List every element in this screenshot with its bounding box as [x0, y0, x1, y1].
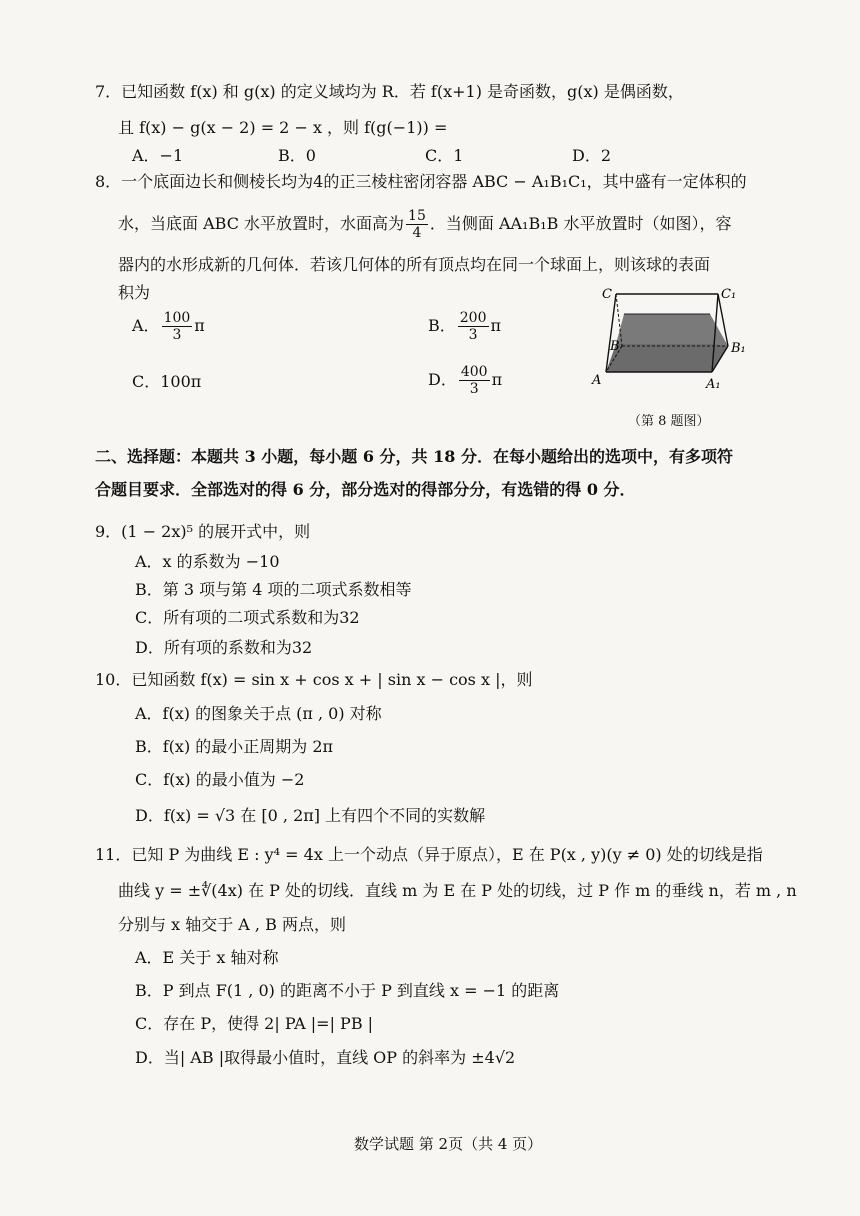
q7-line1: 7．已知函数 f(x) 和 g(x) 的定义域均为 R．若 f(x+1) 是奇函数，g(x) 是偶函数，: [95, 82, 684, 101]
q8-line2-post: ．当侧面 AA₁B₁B 水平放置时（如图），容: [429, 214, 732, 233]
option-label: A．: [132, 316, 160, 335]
fraction-denominator: 3: [172, 327, 182, 343]
q8-option-b: [428, 306, 501, 346]
fraction-numerator: 15: [408, 208, 426, 224]
section2-line2: 合题目要求．全部选对的得 6 分，部分选对的得部分分，有选错的得 0 分．: [95, 480, 636, 499]
option-label: B．: [428, 316, 456, 335]
label-c: C: [602, 287, 612, 302]
label-b1: B₁: [731, 341, 746, 356]
q8-line2: [118, 206, 732, 242]
q7-option-d: D．2: [572, 146, 612, 165]
option-label: D．: [428, 370, 457, 389]
prism-figure: [588, 284, 758, 394]
q8-option-d: [428, 360, 502, 400]
q8-line3: 器内的水形成新的几何体．若该几何体的所有顶点均在同一个球面上，则该球的表面: [118, 255, 711, 274]
fraction-numerator: 400: [460, 364, 488, 380]
q10-option-c: C．f(x) 的最小值为 −2: [135, 770, 305, 789]
pi-symbol: π: [194, 316, 205, 335]
label-a: A: [592, 373, 602, 388]
q9-option-b: B．第 3 项与第 4 项的二项式系数相等: [135, 580, 412, 599]
fraction-denominator: 3: [469, 381, 479, 397]
q9-option-a: A．x 的系数为 −10: [135, 552, 280, 571]
q8-line4: 积为: [118, 283, 151, 302]
q8-water-height-fraction: [406, 208, 428, 241]
option-fraction: [458, 310, 489, 343]
page-footer: 数学试题 第 2页（共 4 页）: [354, 1135, 543, 1153]
section2-line1: 二、选择题：本题共 3 小题，每小题 6 分，共 18 分．在每小题给出的选项中，有多项符: [95, 447, 733, 466]
q10-stem: 10．已知函数 f(x) = sin x + cos x + | sin x − cos x |，则: [95, 670, 533, 689]
fraction-numerator: 200: [459, 310, 487, 326]
water-front-face: [606, 344, 728, 372]
pi-symbol: π: [490, 316, 502, 335]
option-fraction: [162, 310, 193, 343]
q8-option-a: [132, 306, 205, 346]
q11-option-c: C．存在 P，使得 2| PA |=| PB |: [135, 1014, 374, 1033]
q11-option-d: D．当| AB |取得最小值时，直线 OP 的斜率为 ±4√2: [135, 1048, 516, 1067]
q8-line1: 8．一个底面边长和侧棱长均为4的正三棱柱密闭容器 ABC − A₁B₁C₁，其中盛有一定体积的: [95, 172, 747, 191]
q11-option-b: B．P 到点 F(1 , 0) 的距离不小于 P 到直线 x = −1 的距离: [135, 981, 560, 1000]
q11-line1: 11．已知 P 为曲线 E : y⁴ = 4x 上一个动点（异于原点），E 在 P(x , y)(y ≠ 0) 处的切线是指: [95, 845, 763, 864]
q11-option-a: A．E 关于 x 轴对称: [135, 948, 279, 967]
q9-option-d: D．所有项的系数和为32: [135, 638, 313, 657]
q7-option-a: A．−1: [132, 146, 184, 165]
q10-option-d: D．f(x) = √3 在 [0 , 2π] 上有四个不同的实数解: [135, 806, 486, 825]
figure-caption: （第 8 题图）: [628, 414, 710, 429]
fraction-denominator: 3: [468, 327, 478, 343]
label-a1: A₁: [706, 377, 721, 392]
q9-stem: 9．(1 − 2x)⁵ 的展开式中，则: [95, 522, 311, 541]
fraction-denominator: 4: [412, 225, 422, 241]
q11-line2: 曲线 y = ±∜(4x) 在 P 处的切线．直线 m 为 E 在 P 处的切线，过 P 作 m 的垂线 n，若 m , n: [118, 881, 797, 900]
q11-line3: 分别与 x 轴交于 A , B 两点，则: [118, 915, 346, 934]
q8-line2-pre: 水，当底面 ABC 水平放置时，水面高为: [118, 214, 405, 233]
label-b: B: [610, 339, 620, 354]
q10-option-a: A．f(x) 的图象关于点 (π , 0) 对称: [135, 704, 382, 723]
q9-option-c: C．所有项的二项式系数和为32: [135, 608, 360, 627]
q10-option-b: B．f(x) 的最小正周期为 2π: [135, 737, 334, 756]
q7-option-c: C．1: [425, 146, 464, 165]
pi-symbol: π: [491, 370, 503, 389]
q8-option-c: C．100π: [132, 372, 202, 391]
q7-option-b: B．0: [278, 146, 316, 165]
fraction-numerator: 100: [163, 310, 191, 326]
label-c1: C₁: [721, 287, 737, 302]
option-fraction: [459, 364, 490, 397]
q7-line2: 且 f(x) − g(x − 2) = 2 − x ，则 f(g(−1)) =: [118, 118, 448, 137]
